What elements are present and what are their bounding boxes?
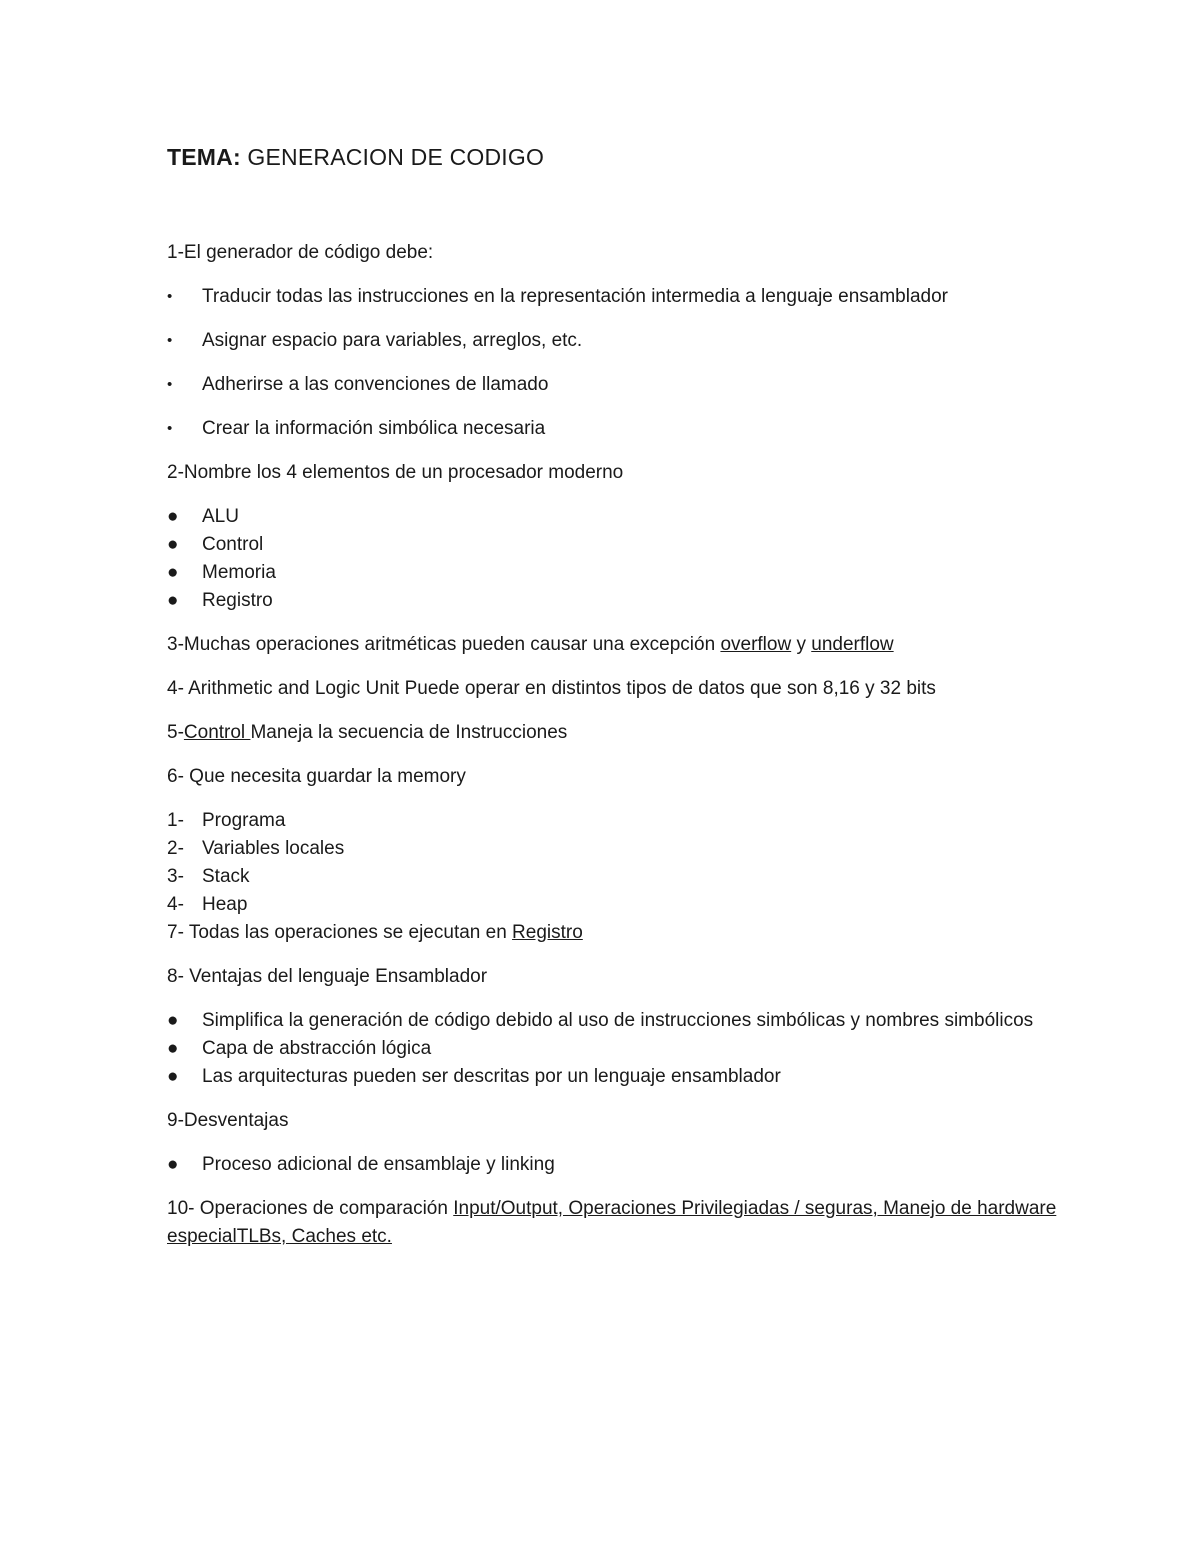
question-9-list — [167, 1151, 1067, 1179]
document-title — [167, 141, 1067, 173]
title-text: GENERACION DE CODIGO — [240, 144, 545, 170]
question-3-joiner: y — [791, 634, 812, 655]
list-item-text: Traducir todas las instrucciones en la representación intermedia a lenguaje ensamblador — [202, 286, 948, 307]
question-1-heading: 1-El generador de código debe: — [167, 242, 434, 263]
bullet-icon: ● — [167, 1010, 179, 1031]
bullet-icon: ● — [167, 534, 179, 555]
list-item — [167, 1063, 1067, 1091]
question-10-text: 10- Operaciones de comparación — [167, 1198, 454, 1219]
bullet-icon: • — [167, 332, 173, 349]
question-5-text: Maneja la secuencia de Instrucciones — [250, 722, 568, 743]
bullet-icon: ● — [167, 1154, 179, 1175]
question-7 — [167, 919, 1067, 947]
bullet-icon: ● — [167, 590, 179, 611]
list-item-text: Asignar espacio para variables, arreglos, etc. — [202, 330, 583, 351]
question-6-list — [167, 807, 1067, 919]
question-3-overflow: overflow — [720, 634, 792, 655]
list-item — [167, 503, 1067, 531]
list-item — [167, 1035, 1067, 1063]
list-item — [167, 415, 1067, 443]
list-number: 1- — [167, 810, 184, 831]
question-2-list — [167, 503, 1067, 615]
list-item — [167, 891, 1067, 919]
document-body — [167, 141, 1067, 1267]
list-item-text: Programa — [202, 810, 286, 831]
list-item — [167, 835, 1067, 863]
bullet-icon: ● — [167, 506, 179, 527]
list-item — [167, 587, 1067, 615]
bullet-icon: • — [167, 288, 173, 305]
bullet-icon: ● — [167, 1066, 179, 1087]
question-1-list — [167, 283, 1067, 443]
list-item — [167, 1007, 1067, 1035]
title-label: TEMA: — [167, 144, 241, 170]
question-5-number: 5- — [167, 722, 184, 743]
list-item — [167, 863, 1067, 891]
list-item-text: Heap — [202, 894, 248, 915]
list-item-text: Stack — [202, 866, 250, 887]
question-7-text: 7- Todas las operaciones se ejecutan en — [167, 922, 513, 943]
list-item — [167, 1151, 1067, 1179]
list-item-text: Crear la información simbólica necesaria — [202, 418, 546, 439]
list-item — [167, 559, 1067, 587]
question-2-heading: 2-Nombre los 4 elementos de un procesador moderno — [167, 462, 624, 483]
question-9-heading: 9-Desventajas — [167, 1110, 289, 1131]
list-item — [167, 283, 1067, 311]
list-number: 4- — [167, 894, 184, 915]
list-item — [167, 327, 1067, 355]
question-3-underflow: underflow — [811, 634, 894, 655]
question-8-heading: 8- Ventajas del lenguaje Ensamblador — [167, 966, 488, 987]
list-item-text: Memoria — [202, 562, 276, 583]
bullet-icon: ● — [167, 562, 179, 583]
list-number: 3- — [167, 866, 184, 887]
list-item-text: Adherirse a las convenciones de llamado — [202, 374, 549, 395]
question-7-registro: Registro — [512, 922, 583, 943]
list-item-text: Proceso adicional de ensamblaje y linking — [202, 1154, 555, 1175]
list-item-text: Variables locales — [202, 838, 345, 859]
list-item — [167, 531, 1067, 559]
list-item-text: Registro — [202, 590, 273, 611]
question-8-list — [167, 1007, 1067, 1091]
list-item — [167, 371, 1067, 399]
list-item-text: ALU — [202, 506, 239, 527]
bullet-icon: ● — [167, 1038, 179, 1059]
question-10-examples: Input/Output, Operaciones Privilegiadas / seguras, Manejo de hardware especialTLBs, Caches etc. — [167, 1198, 1057, 1247]
question-10 — [167, 1195, 1067, 1251]
question-6-heading: 6- Que necesita guardar la memory — [167, 766, 466, 787]
bullet-icon: • — [167, 420, 173, 437]
question-4: 4- Arithmetic and Logic Unit Puede operar en distintos tipos de datos que son 8,16 y 32 bits — [167, 678, 936, 699]
list-number: 2- — [167, 838, 184, 859]
list-item-text: Control — [202, 534, 264, 555]
list-item-text: Simplifica la generación de código debido al uso de instrucciones simbólicas y nombres simbólicos — [202, 1010, 1034, 1031]
list-item — [167, 807, 1067, 835]
list-item-text: Las arquitecturas pueden ser descritas por un lenguaje ensamblador — [202, 1066, 781, 1087]
question-3-text: 3-Muchas operaciones aritméticas pueden causar una excepción — [167, 634, 721, 655]
question-5-control: Control — [183, 722, 251, 743]
list-item-text: Capa de abstracción lógica — [202, 1038, 432, 1059]
bullet-icon: • — [167, 376, 173, 393]
question-5 — [167, 719, 1067, 747]
question-3 — [167, 631, 1067, 659]
